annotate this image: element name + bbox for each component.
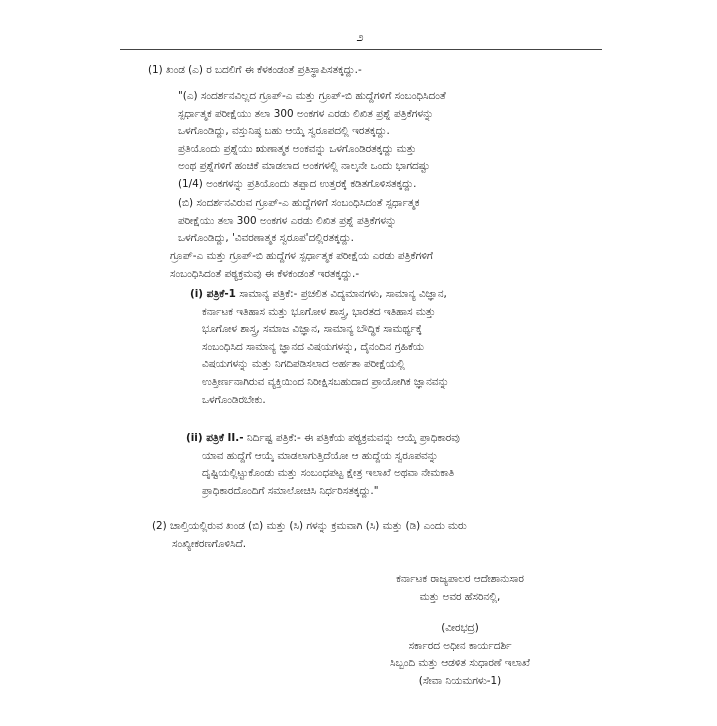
text-line: ಸಂಬಂಧಿಸಿದ ಸಾಮಾನ್ಯ ಜ್ಞಾನದ ವಿಷಯಗಳನ್ನು, ದೈನಂದಿನ ಗ್ರಹಿಕೆಯ	[202, 340, 424, 353]
text-line: ಸಂಬಂಧಿಸಿದಂತೆ ಪಠ್ಯಕ್ರಮವು ಈ ಕೆಳಕಂಡಂತೆ ಇರತಕ್ಕದ್ದು.-	[170, 267, 360, 280]
signatory-name: (ವೀರಭದ್ರ)	[441, 622, 479, 634]
order-authority	[360, 571, 560, 606]
signatory-department: ಸಿಬ್ಬಂದಿ ಮತ್ತು ಆಡಳಿತ ಸುಧಾರಣೆ ಇಲಾಖೆ	[390, 657, 530, 670]
text-line: ಅಂಥ ಪ್ರಶ್ನೆಗಳಿಗೆ ಹಂಚಿಕೆ ಮಾಡಲಾದ ಅಂಕಗಳಲ್ಲಿ ನಾಲ್ಕನೇ ಒಂದು ಭಾಗದಷ್ಟು	[178, 160, 430, 173]
text-line: ನಿರ್ದಿಷ್ಟ ಪತ್ರಿಕೆ:- ಈ ಪತ್ರಿಕೆಯ ಪಠ್ಯಕ್ರಮವನ್ನು ಆಯ್ಕೆ ಪ್ರಾಧಿಕಾರವು	[243, 432, 460, 444]
signature-block	[350, 620, 570, 690]
signatory-designation: ಸರ್ಕಾರದ ಅಧೀನ ಕಾರ್ಯದರ್ಶಿ	[408, 639, 512, 652]
paper-2-section	[186, 430, 460, 500]
text-line: ಸಂಖ್ಯೀಕರಣಗೊಳಿಸಿದೆ.	[172, 537, 247, 550]
paper-1-label: (i) ಪತ್ರಿಕೆ-1	[190, 288, 236, 300]
text-line: ಸಾಮಾನ್ಯ ಪತ್ರಿಕೆ:- ಪ್ರಚಲಿತ ವಿದ್ಯಮಾನಗಳು, ಸಾಮಾನ್ಯ ವಿಜ್ಞಾನ,	[235, 288, 447, 300]
header-rule	[120, 49, 602, 50]
text-line: ಸ್ಪರ್ಧಾತ್ಮಕ ಪರೀಕ್ಷೆಯು ತಲಾ 300 ಅಂಕಗಳ ಎರಡು ಲಿಖಿತ ಪ್ರಶ್ನೆ ಪತ್ರಿಕೆಗಳನ್ನು	[178, 107, 434, 120]
text-line: (1) ಖಂಡ (ಎ) ರ ಬದಲಿಗೆ ಈ ಕೆಳಕಂಡಂತೆ ಪ್ರತಿಸ್ಥಾಪಿಸತಕ್ಕದ್ದು.-	[148, 64, 362, 76]
text-line: ದೃಷ್ಟಿಯಲ್ಲಿಟ್ಟುಕೊಂಡು ಮತ್ತು ಸಂಬಂಧಪಟ್ಟ ಕ್ಷೇತ್ರ ಇಲಾಖೆ ಅಥವಾ ನೇಮಕಾತಿ	[202, 467, 455, 480]
text-line: ಒಳಗೊಂಡಿದ್ದು, ವಸ್ತುನಿಷ್ಠ ಬಹು ಆಯ್ಕೆ ಸ್ವರೂಪದಲ್ಲಿ ಇರತಕ್ಕದ್ದು.	[178, 125, 390, 138]
text-line: ಪರೀಕ್ಷೆಯು ತಲಾ 300 ಅಂಕಗಳ ಎರಡು ಲಿಖಿತ ಪ್ರಶ್ನೆ ಪತ್ರಿಕೆಗಳನ್ನು	[178, 214, 397, 227]
text-line: ಯಾವ ಹುದ್ದೆಗೆ ಆಯ್ಕೆ ಮಾಡಲಾಗುತ್ತಿದೆಯೋ ಆ ಹುದ್ದೆಯ ಸ್ವರೂಪವನ್ನು	[202, 449, 439, 462]
page-number: ೨	[356, 30, 364, 45]
clause-1-intro	[148, 62, 362, 80]
text-line: (2) ಚಾಲ್ತಿಯಲ್ಲಿರುವ ಖಂಡ (ಬಿ) ಮತ್ತು (ಸಿ) ಗಳನ್ನು ಕ್ರಮವಾಗಿ (ಸಿ) ಮತ್ತು (ಡಿ) ಎಂದು ಮರು	[152, 520, 467, 532]
text-line: "(ಎ) ಸಂದರ್ಶನವಿಲ್ಲದ ಗ್ರೂಪ್-ಎ ಮತ್ತು ಗ್ರೂಪ್-ಬಿ ಹುದ್ದೆಗಳಿಗೆ ಸಂಬಂಧಿಸಿದಂತೆ	[178, 90, 446, 102]
clause-1-para-a	[178, 88, 446, 194]
clause-2	[152, 518, 467, 553]
text-line: (1/4) ಅಂಕಗಳನ್ನು ಪ್ರತಿಯೊಂದು ತಪ್ಪಾದ ಉತ್ತರಕ್ಕೆ ಕಡಿತಗೊಳಿಸತಕ್ಕದ್ದು.	[178, 177, 417, 190]
text-line: ಪ್ರತಿಯೊಂದು ಪ್ರಶ್ನೆಯು ಋಣಾತ್ಮಕ ಅಂಕವನ್ನು ಒಳಗೊಂಡಿರತಕ್ಕದ್ದು ಮತ್ತು	[178, 142, 417, 155]
text-line: ವಿಷಯಗಳನ್ನು ಮತ್ತು ನಿಗದಿಪಡಿಸಲಾದ ಅರ್ಹತಾ ಪರೀಕ್ಷೆಯಲ್ಲಿ	[202, 358, 405, 371]
text-line: ಕರ್ನಾಟಕ ರಾಜ್ಯಪಾಲರ ಆದೇಶಾನುಸಾರ	[396, 573, 524, 585]
text-line: ಒಳಗೊಂಡಿರಬೇಕು.	[202, 393, 266, 406]
text-line: ಕರ್ನಾಟಕ ಇತಿಹಾಸ ಮತ್ತು ಭೂಗೋಳ ಶಾಸ್ತ್ರ, ಭಾರತದ ಇತಿಹಾಸ ಮತ್ತು	[202, 305, 436, 318]
clause-1-para-b	[178, 195, 419, 248]
paper-2-label: (ii) ಪತ್ರಿಕೆ II.-	[186, 432, 244, 444]
text-line: ಪ್ರಾಧಿಕಾರದೊಂದಿಗೆ ಸಮಾಲೋಚಿಸಿ ನಿರ್ಧರಿಸತಕ್ಕದ್ದು."	[202, 484, 379, 497]
syllabus-intro	[170, 248, 433, 283]
text-line: ಗ್ರೂಪ್-ಎ ಮತ್ತು ಗ್ರೂಪ್-ಬಿ ಹುದ್ದೆಗಳ ಸ್ಪರ್ಧಾತ್ಮಕ ಪರೀಕ್ಷೆಯ ಎರಡು ಪತ್ರಿಕೆಗಳಿಗೆ	[170, 250, 433, 262]
text-line: ಒಳಗೊಂಡಿದ್ದು, 'ವಿವರಣಾತ್ಮಕ ಸ್ವರೂಪ'ದಲ್ಲಿರತಕ್ಕದ್ದು.	[178, 232, 354, 245]
text-line: (ಬಿ) ಸಂದರ್ಶನವಿರುವ ಗ್ರೂಪ್-ಎ ಹುದ್ದೆಗಳಿಗೆ ಸಂಬಂಧಿಸಿದಂತೆ ಸ್ಪರ್ಧಾತ್ಮಕ	[178, 197, 420, 209]
text-line: ಮತ್ತು ಅವರ ಹೆಸರಿನಲ್ಲಿ,	[419, 590, 501, 603]
signatory-section: (ಸೇವಾ ನಿಯಮಗಳು-1)	[418, 674, 502, 687]
text-line: ಉತ್ತೀರ್ಣನಾಗಿರುವ ವ್ಯಕ್ತಿಯಿಂದ ನಿರೀಕ್ಷಿಸಬಹುದಾದ ಪ್ರಾಯೋಗಿಕ ಜ್ಞಾನವನ್ನು	[202, 375, 449, 388]
text-line: ಭೂಗೋಳ ಶಾಸ್ತ್ರ, ಸಮಾಜ ವಿಜ್ಞಾನ, ಸಾಮಾನ್ಯ ಬೌದ್ಧಿಕ ಸಾಮರ್ಥ್ಯಕ್ಕೆ	[202, 323, 422, 336]
paper-1-section	[190, 286, 449, 409]
